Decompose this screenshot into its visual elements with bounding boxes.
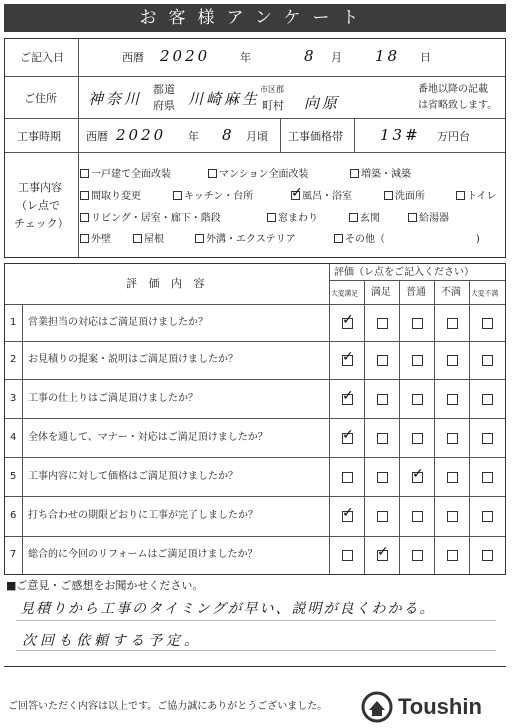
option-2[interactable]: マンション全面改装	[208, 168, 309, 181]
option-6[interactable]: ✓ 風呂・浴室	[291, 185, 352, 202]
check-mark: ✓	[342, 349, 354, 365]
option-5[interactable]: キッチン・台所	[173, 190, 253, 203]
option-14[interactable]: 屋根	[133, 233, 164, 246]
rating-checkbox[interactable]	[412, 465, 424, 483]
rating-very-dissatisfied: 大変不満	[471, 289, 499, 298]
rating-checkbox[interactable]	[482, 472, 493, 483]
address-fu-ken: 府県	[153, 99, 175, 112]
rating-checkbox[interactable]	[482, 355, 493, 366]
rating-checkbox[interactable]	[412, 550, 423, 561]
rating-header: 評価（レ点をご記入ください）	[334, 267, 474, 278]
rating-checkbox[interactable]	[377, 433, 388, 444]
option-checkbox	[80, 169, 89, 178]
rating-checkbox[interactable]	[447, 394, 458, 405]
option-checkbox	[349, 213, 358, 222]
option-checkbox	[291, 185, 303, 201]
option-8[interactable]: トイレ	[456, 190, 497, 203]
option-checkbox	[80, 191, 89, 200]
rating-checkbox[interactable]	[342, 311, 354, 329]
address-to-do: 都道	[153, 83, 175, 96]
price-value[interactable]: 13#	[380, 126, 421, 144]
option-checkbox	[80, 213, 89, 222]
rating-checkbox[interactable]	[412, 318, 423, 329]
option-checkbox	[334, 234, 343, 243]
option-checkbox	[408, 213, 417, 222]
rating-checkbox[interactable]	[377, 318, 388, 329]
option-3[interactable]: 増築・減築	[350, 168, 411, 181]
rating-very-satisfied: 大変満足	[331, 289, 359, 298]
option-checkbox	[208, 169, 217, 178]
date-era: 西暦	[122, 51, 144, 64]
period-month-unit: 月頃	[246, 130, 268, 143]
period-era: 西暦	[86, 130, 108, 143]
option-checkbox	[133, 234, 142, 243]
survey-title: お客様アンケート	[4, 4, 506, 32]
evaluation-table	[4, 263, 506, 575]
address-prefecture[interactable]: 神奈川	[88, 90, 143, 108]
option-checkbox	[195, 234, 204, 243]
date-day[interactable]: 18	[375, 47, 401, 65]
date-year-unit: 年	[240, 51, 251, 64]
period-month[interactable]: 8	[222, 126, 235, 144]
question-number: 1	[10, 316, 17, 328]
question-number: 3	[10, 392, 17, 404]
rating-checkbox[interactable]	[412, 355, 423, 366]
content-label-3: チェック）	[14, 217, 69, 230]
option-checkbox	[350, 169, 359, 178]
content-label-1: 工事内容	[18, 181, 62, 194]
rating-normal: 普通	[406, 287, 426, 298]
rating-checkbox[interactable]	[482, 394, 493, 405]
rating-checkbox[interactable]	[482, 318, 493, 329]
content-label-2: （レ点で	[16, 199, 60, 212]
question-text: 総合的に今回のリフォームはご満足頂けましたか？	[28, 549, 258, 560]
address-note-1: 番地以降の記載	[418, 84, 488, 95]
option-16[interactable]: その他（	[334, 233, 385, 246]
option-checkbox	[384, 191, 393, 200]
question-text: 工事の仕上りはご満足頂けましたか？	[28, 392, 198, 404]
option-checkbox	[80, 234, 89, 243]
date-day-unit: 日	[420, 51, 431, 64]
check-mark: ✓	[412, 465, 424, 482]
brand-name: Toushin	[398, 694, 482, 719]
rating-checkbox[interactable]	[482, 550, 493, 561]
option-10[interactable]: 窓まわり	[267, 212, 318, 225]
date-month-unit: 月	[331, 51, 342, 64]
rating-checkbox[interactable]	[412, 511, 423, 522]
rating-checkbox[interactable]	[447, 318, 458, 329]
check-mark: ✓	[342, 311, 354, 328]
rating-satisfied: 満足	[371, 287, 391, 298]
rating-dissatisfied: 不満	[441, 287, 461, 298]
date-month[interactable]: 8	[304, 47, 317, 65]
rating-checkbox[interactable]	[447, 550, 458, 561]
question-text: 打ち合わせの期限どおりに工事が完了しましたか？	[28, 510, 258, 521]
option-1[interactable]: 一戸建て全面改装	[80, 168, 171, 181]
footer-text: ご回答いただく内容は以上です。ご協力誠にありがとうございました。	[8, 701, 328, 712]
check-mark: ✓	[291, 185, 303, 201]
comment-line-2[interactable]: 次回も依頼する予定。	[22, 633, 202, 649]
rating-checkbox[interactable]	[342, 472, 353, 483]
question-text: お見積りの提案・説明はご満足頂けましたか？	[28, 354, 238, 365]
period-year[interactable]: 2020	[116, 126, 167, 144]
rating-checkbox[interactable]	[377, 472, 388, 483]
address-town[interactable]: 向原	[304, 94, 341, 112]
option-9[interactable]: リビング・居室・廊下・階段	[80, 212, 221, 225]
rating-checkbox[interactable]	[377, 544, 389, 561]
check-mark: ✓	[342, 426, 354, 443]
option-4[interactable]: 間取り変更	[80, 190, 141, 203]
rating-checkbox[interactable]	[377, 394, 388, 405]
rating-checkbox[interactable]	[342, 550, 353, 561]
option-other-close: )	[476, 234, 480, 245]
question-text: 工事内容に対して価格はご満足頂けましたか？	[28, 470, 238, 482]
price-unit: 万円台	[437, 130, 470, 143]
address-choson: 町村	[262, 99, 284, 112]
rating-checkbox[interactable]	[482, 433, 493, 444]
question-text: 営業担当の対応はご満足頂けましたか？	[28, 316, 208, 328]
question-number: 7	[10, 549, 17, 560]
date-year[interactable]: 2020	[160, 47, 211, 65]
toushin-logo	[360, 691, 506, 723]
option-checkbox	[267, 213, 276, 222]
rating-checkbox[interactable]	[342, 349, 354, 366]
house-logo-icon	[360, 691, 396, 723]
date-label: ご記入日	[20, 51, 64, 64]
check-mark: ✓	[342, 505, 354, 521]
question-number: 6	[10, 510, 17, 521]
comment-line-1[interactable]: 見積りから工事のタイミングが早い、説明が良くわかる。	[20, 601, 436, 617]
option-7[interactable]: 洗面所	[384, 190, 425, 203]
comments-label: ■ご意見・ご感想をお聞かせください。	[6, 579, 204, 592]
check-mark: ✓	[377, 544, 389, 560]
rating-checkbox[interactable]	[412, 394, 423, 405]
question-number: 5	[10, 470, 17, 482]
period-label: 工事時期	[17, 130, 61, 143]
evaluation-header: 評 価 内 容	[126, 277, 209, 290]
rating-checkbox[interactable]	[447, 355, 458, 366]
rating-checkbox[interactable]	[342, 387, 354, 405]
address-ku-gun: 市区郡	[260, 85, 284, 94]
option-12[interactable]: 給湯器	[408, 212, 449, 225]
rating-checkbox[interactable]	[447, 472, 458, 483]
price-label: 工事価格帯	[288, 130, 343, 143]
address-label: ご住所	[24, 92, 57, 105]
rating-checkbox[interactable]	[447, 511, 458, 522]
question-text: 全体を通して、マナー・対応はご満足頂けましたか？	[28, 431, 268, 443]
option-13[interactable]: 外壁	[80, 233, 111, 246]
rating-checkbox[interactable]	[342, 505, 354, 522]
info-section	[4, 38, 506, 258]
question-number: 2	[10, 354, 17, 365]
rating-checkbox[interactable]	[412, 433, 423, 444]
address-city[interactable]: 川崎麻生	[188, 90, 261, 108]
rating-checkbox[interactable]	[482, 511, 493, 522]
rating-checkbox[interactable]	[342, 426, 354, 444]
address-note-2: は省略致します。	[418, 100, 498, 111]
rating-checkbox[interactable]	[447, 433, 458, 444]
period-year-unit: 年	[188, 130, 199, 143]
check-mark: ✓	[342, 387, 354, 404]
rating-checkbox[interactable]	[377, 355, 388, 366]
option-11[interactable]: 玄関	[349, 212, 380, 225]
rating-checkbox[interactable]	[377, 511, 388, 522]
option-15[interactable]: 外溝・エクステリア	[195, 233, 296, 246]
option-checkbox	[456, 191, 465, 200]
option-checkbox	[173, 191, 182, 200]
question-number: 4	[10, 431, 17, 443]
